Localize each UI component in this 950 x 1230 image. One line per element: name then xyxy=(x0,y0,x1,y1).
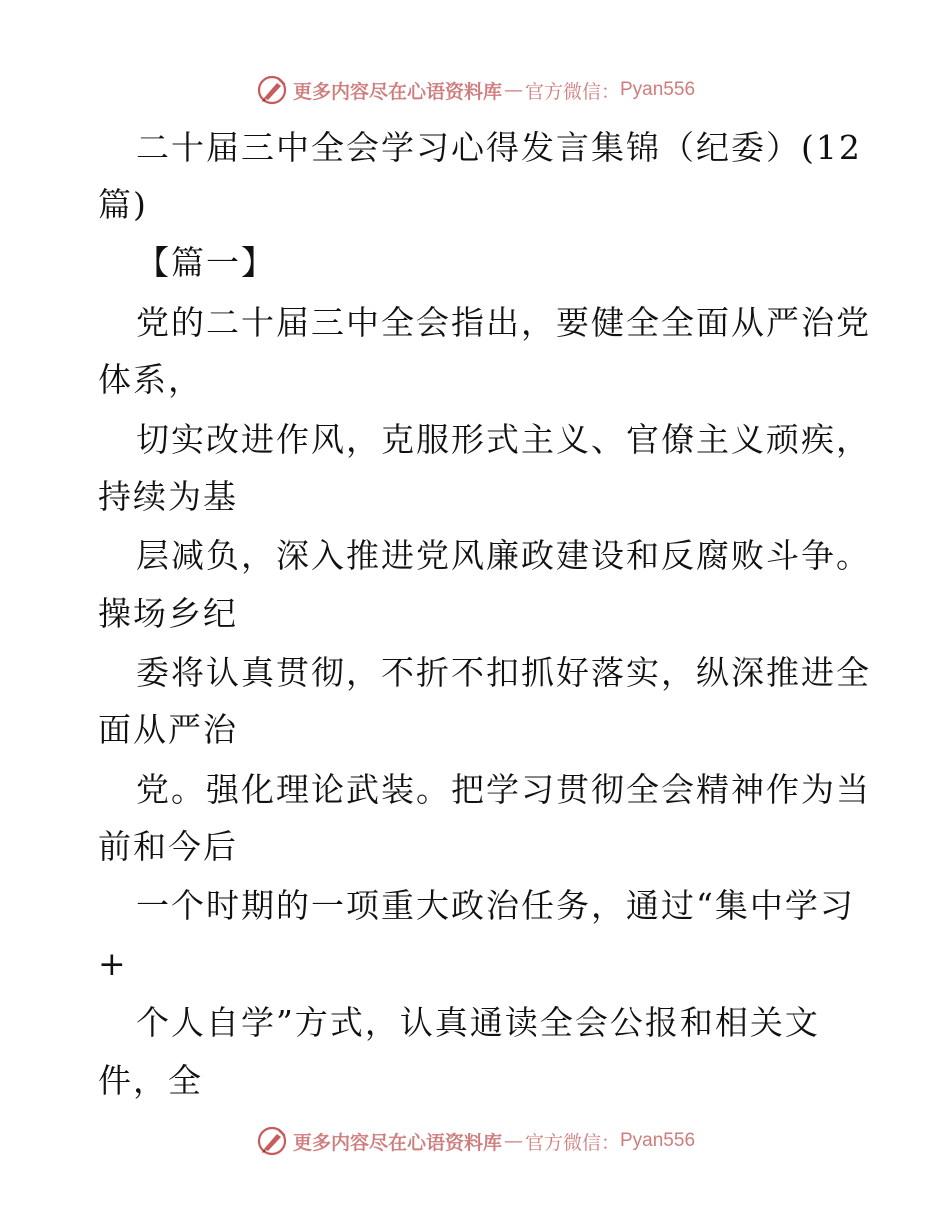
paragraph-line: 持续为基 xyxy=(98,477,238,516)
header-watermark xyxy=(0,70,950,110)
paragraph-line: 党。强化理论武装。把学习贯彻全会精神作为当 xyxy=(136,770,871,809)
watermark-wechat-label: 官方微信： xyxy=(524,1131,620,1154)
paragraph-line: 党的二十届三中全会指出，要健全全面从严治党 xyxy=(136,303,871,342)
paragraph-line: 个人自学”方式，认真通读全会公报和相关文 xyxy=(136,1003,820,1042)
footer-watermark xyxy=(0,1121,950,1161)
watermark-wechat-id: Pyan556 xyxy=(620,79,696,100)
paragraph-line: 前和今后 xyxy=(98,827,238,866)
paragraph-line: 委将认真贯彻，不折不扣抓好落实，纵深推进全 xyxy=(136,653,871,692)
watermark-site-text: 更多内容尽在心语资料库 xyxy=(292,1131,502,1154)
watermark-wechat-id: Pyan556 xyxy=(620,1130,696,1151)
watermark-wechat-label: 官方微信： xyxy=(524,80,620,103)
paragraph-line: 操场乡纪 xyxy=(98,594,238,633)
paragraph-line: + xyxy=(98,944,128,983)
paragraph-line: 件，全 xyxy=(98,1061,203,1100)
section-heading: 【篇一】 xyxy=(136,243,276,282)
paragraph-line: 面从严治 xyxy=(98,710,238,749)
document-title-line-2: 篇) xyxy=(98,185,148,224)
document-title-line-1: 二十届三中全会学习心得发言集锦（纪委）(12 xyxy=(136,128,862,167)
paragraph-line: 层减负，深入推进党风廉政建设和反腐败斗争。 xyxy=(136,536,871,575)
watermark-site-text: 更多内容尽在心语资料库 xyxy=(292,80,502,103)
watermark-separator: — xyxy=(503,79,523,101)
pen-nib-logo-icon xyxy=(255,1124,289,1158)
paragraph-line: 切实改进作风，克服形式主义、官僚主义顽疾， xyxy=(136,420,871,459)
pen-nib-logo-icon xyxy=(255,73,289,107)
paragraph-line: 体系， xyxy=(98,360,203,399)
paragraph-line: 一个时期的一项重大政治任务，通过“集中学习 xyxy=(136,886,855,925)
watermark-separator: — xyxy=(503,1130,523,1152)
